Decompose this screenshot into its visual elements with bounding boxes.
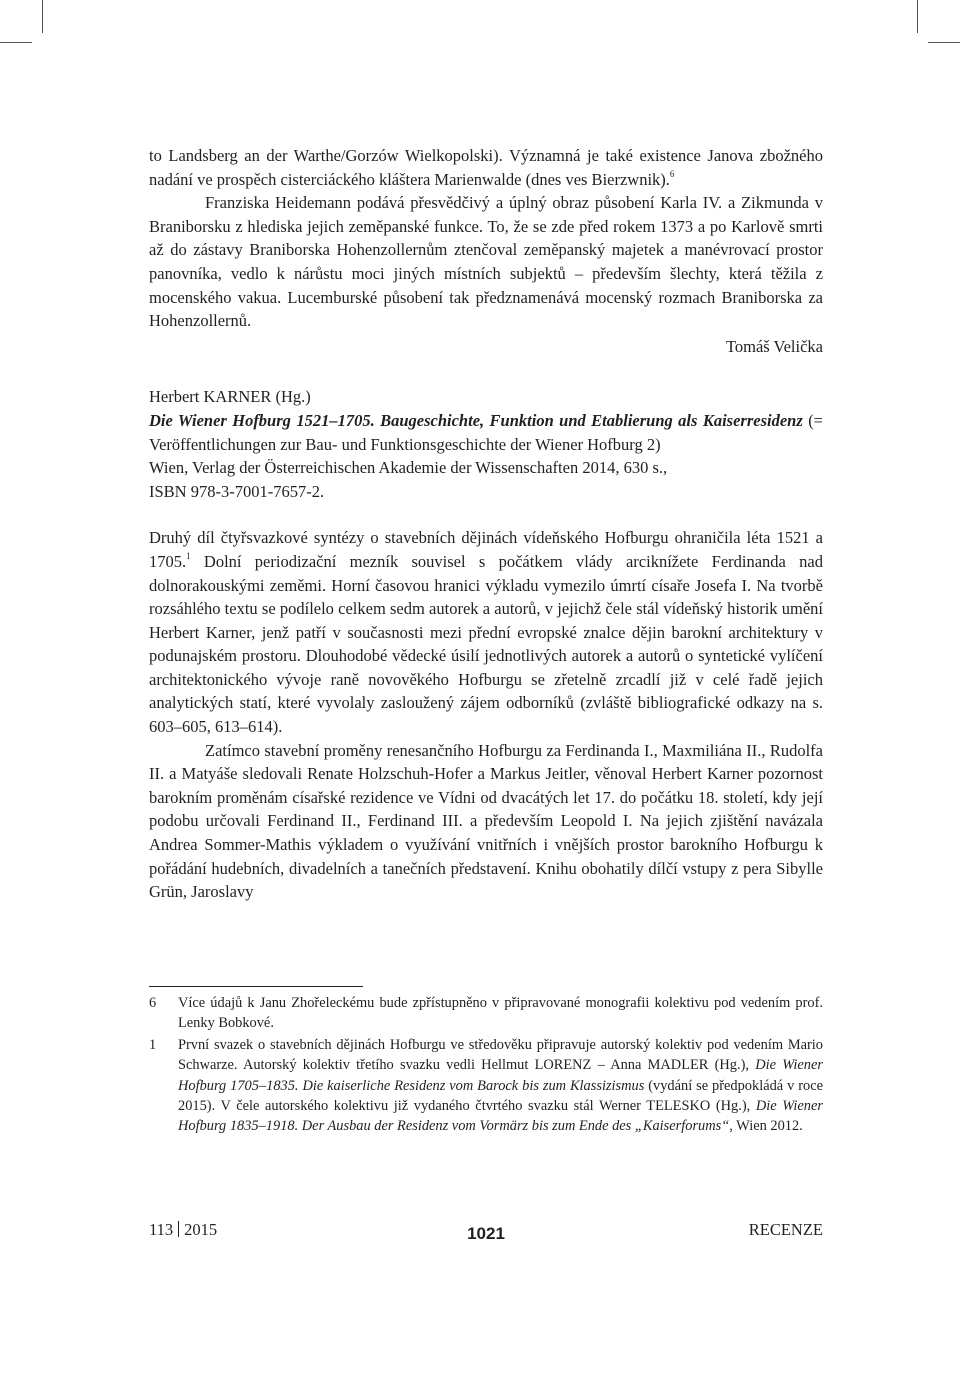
volume-number: 113: [149, 1220, 174, 1239]
body-paragraph-2: Zatímco stavební proměny renesančního Hofburgu za Ferdinanda I., Maxmiliána II., Rudolfa II. a Matyáše sledovali Renate Holzschuh-Hofer a Markus Jeitler, věnoval Herbert Karner pozornost barokním proměnám císařské rezidence ve Vídni od dvacátých let 17. do počátku 18. století, kdy její podobu určovali Ferdinand II., Ferdinand III. a především Leopold I. Na jejich zjištění navázala Andrea Sommer-Mathis výkladem o využívání vnitřních i vnějších prostor barokního Hofburgu k pořádání hudebních, divadelních a tanečních představení. Knihu obohatily dílčí vstupy z pera Sibylle Grün, Jaroslavy: [149, 740, 823, 902]
reviewer-signature: Tomáš Velička: [725, 336, 823, 356]
footnote-ref-6: 6: [669, 169, 675, 180]
book-series: (= Veröffentlichungen zur Bau- und Funktionsgeschichte der Wiener Hofburg 2): [149, 410, 823, 454]
footnote-number: 6: [149, 995, 157, 1011]
book-author: Herbert KARNER (Hg.): [149, 387, 311, 407]
crop-mark-top-left: [42, 0, 43, 33]
footnote-rule: [149, 986, 363, 987]
book-publisher: Wien, Verlag der Österreichischen Akademie der Wissenschaften 2014, 630 s.,: [149, 458, 668, 478]
previous-review-paragraph-2: Franziska Heidemann podává přesvědčivý a úplný obraz působení Karla IV. a Zikmunda v Braniborsku z hlediska jejich zeměpanské funkce. To, že se zde před rokem 1373 a po Karlově smrti až do zástavy Braniborska Hohenzollernům ztenčoval zeměpanský majetek a manévrovací prostor panovníka, vedlo k nárůstu moci jiných místních subjektů – především šlechty, která těžila z mocenského vakua. Lucemburské působení tak předznamenává mocenský rozmach Braniborska za Hohenzollernů.: [149, 193, 823, 331]
page-footer: [149, 1220, 823, 1246]
book-title-block: [149, 409, 823, 456]
crop-mark-top-right-h: [928, 42, 960, 43]
footnotes: [149, 993, 823, 1138]
book-title: Die Wiener Hofburg 1521–1705. Baugeschichte, Funktion und Etablierung als Kaiserresidenz: [149, 410, 803, 430]
issue-year: 2015: [184, 1220, 218, 1239]
crop-mark-top-left-h: [0, 42, 32, 43]
section-label: RECENZE: [748, 1220, 823, 1239]
footnote-text: První svazek o stavebních dějinách Hofburgu ve středověku připravuje autorský kolektiv pod vedením Mario Schwarze. Autorský kolektiv třetího svazku vedli Hellmut LORENZ – Anna MADLER (Hg.), Die Wiener Hofburg 1705–1835. Die kaiserliche Residenz vom Barock bis zum Klassizismus (vydání se předpokládá v roce 2015). V čele autorského kolektivu již vydaného čtvrtého svazku stál Werner TELESKO (Hg.), Die Wiener Hofburg 1835–1918. Der Ausbau der Residenz vom Vormärz bis zum Ende des „Kaiserforums“, Wien 2012.: [178, 1036, 823, 1135]
page-number: 1021: [467, 1224, 505, 1243]
previous-review-paragraph: to Landsberg an der Warthe/Gorzów Wielkopolski). Významná je také existence Janova zbožného nadání ve prospěch cisterciáckého kláštera Marienwalde (dnes ves Bierzwnik).$^6$: [149, 146, 823, 189]
spacer: [149, 358, 823, 385]
footnote-6: [149, 993, 823, 1034]
footnote-1: [149, 1035, 823, 1137]
spacer: [149, 503, 823, 526]
crop-mark-top-right: [917, 0, 918, 33]
book-isbn: ISBN 978-3-7001-7657-2.: [149, 481, 325, 501]
page-content: [149, 144, 823, 904]
review-header: [149, 385, 823, 503]
body-paragraph-1: Druhý díl čtyřsvazkové syntézy o stavebních dějinách vídeňského Hofburgu ohraničila léta 1521 a 1705.$^1$ Dolní periodizační mezník souvisel s počátkem vlády arciknížete Ferdinanda nad dolnorakouskými zeměmi. Horní časovou hranici výkladu vymezilo úmrtí císaře Josefa I. Na tvorbě rozsáhlého textu se podílelo celkem sedm autorek a autorů, v jejichž čele stál vídeňský historik umění Herbert Karner, jenž patří v současnosti mezi přední evropské znalce dějin barokní architektury v podunajském prostoru. Dlouhodobé vědecké úsilí jednotlivých autorek a autorů o syntetické vylíčení architektonického vývoje raně novověkého Hofburgu se zřetelně zrcadlí již v celé řadě jejich analytických statí, které vyvolaly zasloužený zájem odborníků (zvláště bibliografické odkazy na s. 603–605, 613–614).: [149, 528, 823, 737]
footnote-text: Více údajů k Janu Zhořeleckému bude zpřístupněno v připravované monografii kolektivu pod vedením prof. Lenky Bobkové.: [178, 995, 823, 1032]
footnote-ref-1: 1: [186, 551, 191, 562]
footnote-number: 1: [149, 1036, 157, 1053]
